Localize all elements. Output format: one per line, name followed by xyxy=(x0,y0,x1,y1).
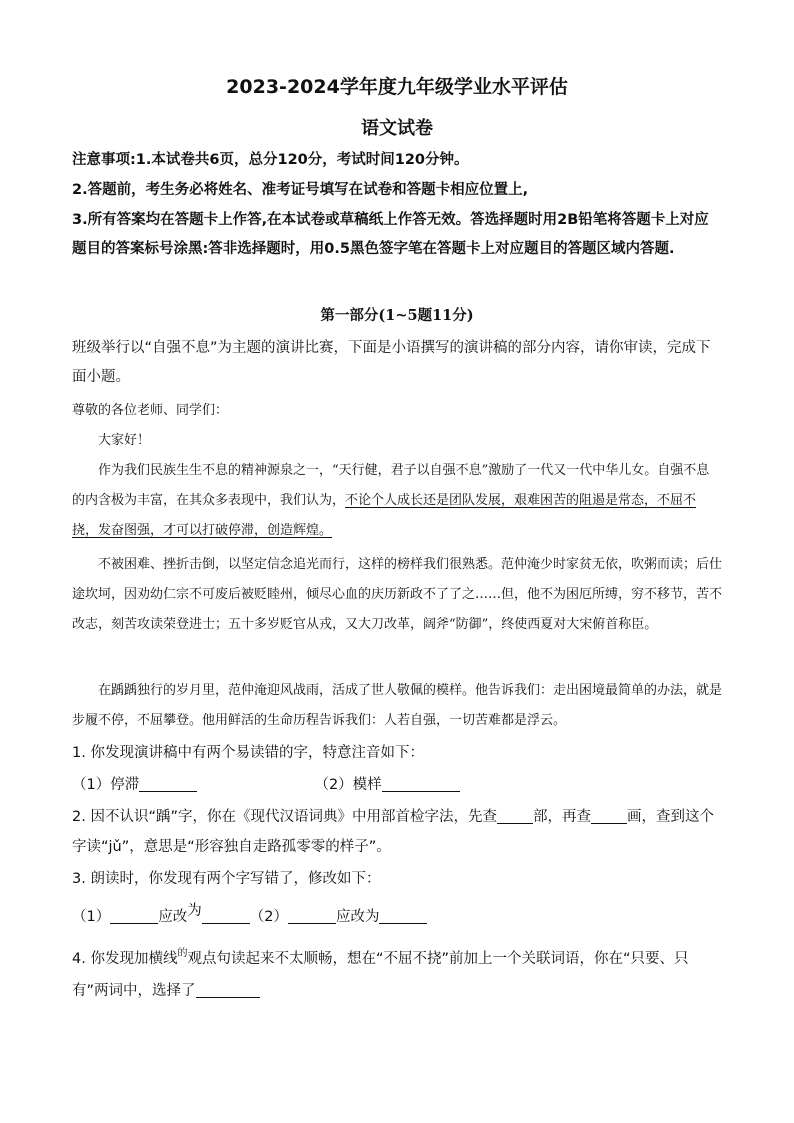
reading-instructions: 班级举行以“自强不息”为主题的演讲比赛，下面是小语撰写的演讲稿的部分内容，请你审读，完成下面小题。 xyxy=(72,340,711,385)
q2-text-c: 画，查到这个字读“jǔ”，意思是“形容独自走路孤零零的样子”。 xyxy=(72,809,714,855)
question-1-answers xyxy=(72,770,722,800)
notice-line-1: 注意事项:1.本试卷共6页，总分120分，考试时间120分钟。 xyxy=(72,152,469,168)
speech-greeting: 大家好！ xyxy=(98,433,151,448)
q3-correct-char-2-blank[interactable] xyxy=(379,907,427,924)
q1-item-2-label: （2）模样 xyxy=(314,777,382,793)
exam-subject: 语文试卷 xyxy=(361,118,433,139)
q4-text-a: 4. 你发现加横线 xyxy=(72,951,178,967)
q4-answer-blank[interactable] xyxy=(196,981,260,998)
notice-line-3: 3.所有答案均在答题卡上作答,在本试卷或草稿纸上作答无效。答选择题时用2B铅笔将答题卡上对应题目的答案标号涂黑:答非选择题时，用0.5黑色签字笔在答题卡上对应题目的答题区域内答题. xyxy=(72,212,709,257)
q2-strokes-blank[interactable] xyxy=(591,807,627,824)
notice-line-2: 2.答题前，考生务必将姓名、准考证号填写在试卷和答题卡相应位置上, xyxy=(72,182,529,198)
q3-item-1-text: 应改 xyxy=(158,909,188,925)
question-3: 3. 朗读时，你发现有两个字写错了，修改如下： xyxy=(72,871,381,887)
speech-paragraph-3: 在踽踽独行的岁月里，范仲淹迎风战雨，活成了世人敬佩的模样。他告诉我们：走出困境最简单的办法，就是步履不停，不屈攀登。他用鲜活的生命历程告诉我们：人若自强，一切苦难都是浮云。 xyxy=(72,683,723,728)
speech-paragraph-1-text: 作为我们民族生生不息的精神源泉之一，“天行健，君子以自强不息”激励了一代又一代中华儿女。自强不息的内含极为丰富，在其众多表现中，我们认为， xyxy=(72,463,710,508)
q3-correct-char-1-blank[interactable] xyxy=(202,907,250,924)
underlined-viewpoint-sentence: 不论个人成长还是团队发展，艰难困苦的阻遏是常态，不屈不挠，发奋图强，才可以打破停滞，创造辉煌。 xyxy=(72,493,697,538)
question-1: 1. 你发现演讲稿中有两个易读错的字，特意注音如下： xyxy=(72,745,424,761)
part-one-heading: 第一部分(1~5题11分) xyxy=(320,307,474,324)
q1-item-1-blank[interactable] xyxy=(139,775,197,792)
q4-text-de: 的 xyxy=(177,948,188,959)
q2-text-b: 部，再查 xyxy=(532,809,591,825)
q4-text-c: 观点句读起来不太顺畅，想在“不屈不挠”前加上一个关联词语，你在“只要、只有”两词中，选择了 xyxy=(72,951,689,999)
q2-radical-blank[interactable] xyxy=(497,807,533,824)
speech-salutation: 尊敬的各位老师、同学们： xyxy=(72,403,229,418)
q3-wrong-char-1-blank[interactable] xyxy=(110,907,158,924)
q3-wrong-char-2-blank[interactable] xyxy=(288,907,336,924)
q3-item-2-label: （2） xyxy=(249,909,288,925)
q1-item-2-blank[interactable] xyxy=(382,775,460,792)
q3-item-2-text: 应改为 xyxy=(335,909,380,925)
q2-text-a: 2. 因不认识“踽”字，你在《现代汉语词典》中用部首检字法，先查 xyxy=(72,809,497,825)
question-4 xyxy=(72,944,722,1006)
question-2 xyxy=(72,802,722,862)
question-3-answers xyxy=(72,902,722,932)
q3-item-1-label: （1） xyxy=(72,909,111,925)
exam-title: 2023-2024学年度九年级学业水平评估 xyxy=(226,76,568,98)
speech-paragraph-2: 不被困难、挫折击倒，以坚定信念追光而行，这样的榜样我们很熟悉。范仲淹少时家贫无依，吹粥而读；后仕途坎坷，因劝幼仁宗不可废后被贬睦州，倾尽心血的庆历新政不了了之……但，他不为困厄所缚，穷不移节，苦不改志，刻苦攻读荣登进士；五十多岁贬官从戎，又大刀改革，阔斧“防御”，终使西夏对大宋俯首称臣。 xyxy=(72,557,723,632)
q3-item-1-wei: 为 xyxy=(187,903,202,919)
speech-paragraph-1 xyxy=(72,456,722,546)
q1-item-1-label: （1）停滞 xyxy=(72,777,140,793)
